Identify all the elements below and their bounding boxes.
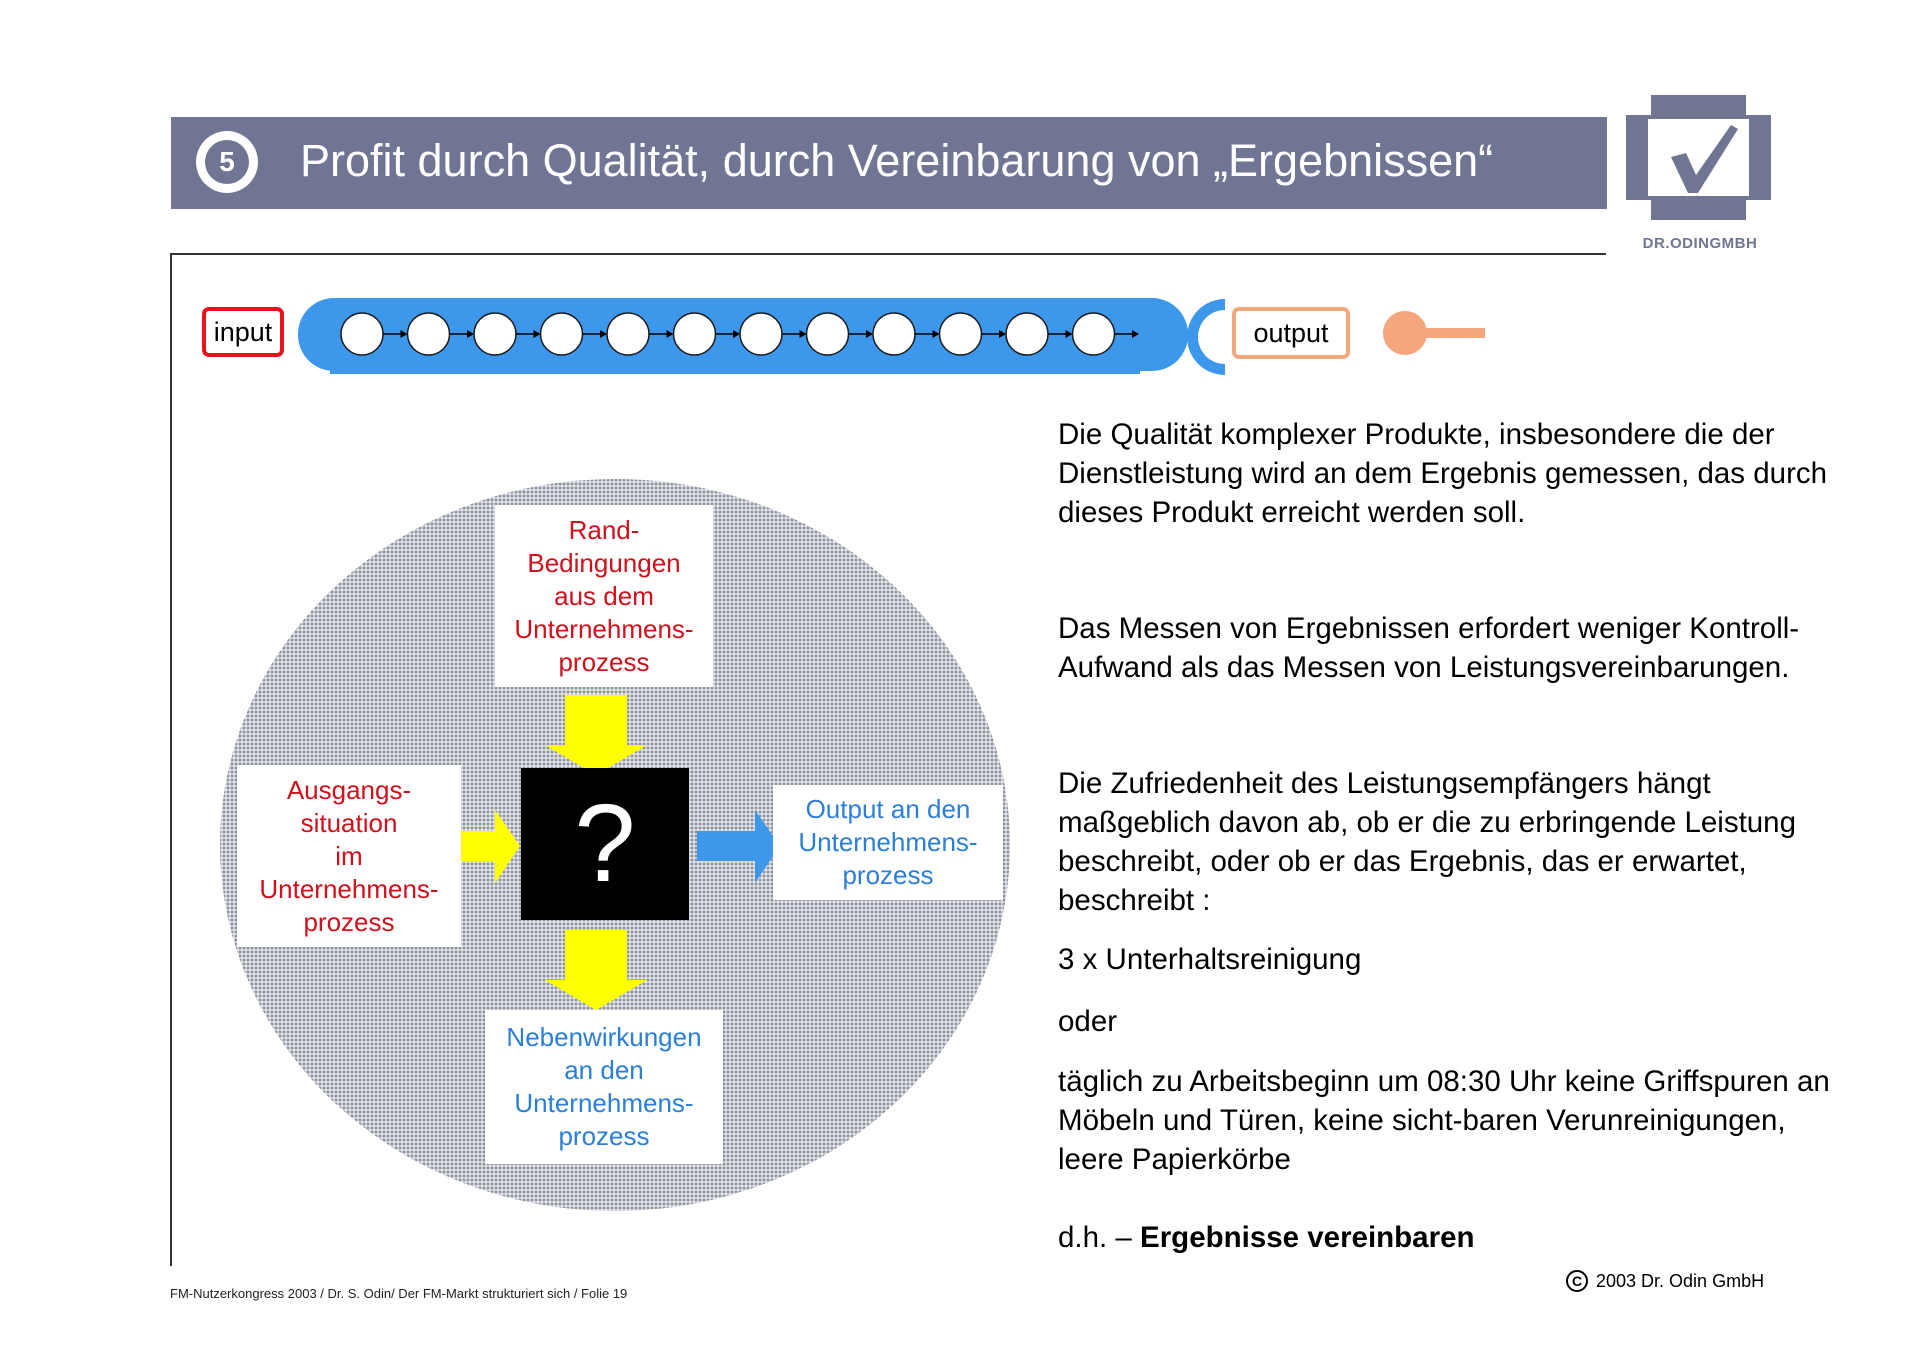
boundary-conditions-label: Rand- Bedingungen aus dem Unternehmens- prozess xyxy=(495,505,713,687)
company-logo xyxy=(1626,95,1771,220)
process-step-circle xyxy=(740,313,782,355)
process-pipe xyxy=(290,292,1250,382)
process-step-circle xyxy=(607,313,649,355)
copyright-text: 2003 Dr. Odin GmbH xyxy=(1596,1270,1765,1291)
output-box: output xyxy=(1232,307,1350,359)
conclusion xyxy=(1058,1218,1848,1257)
frame-left-line xyxy=(170,253,172,1266)
input-box: input xyxy=(202,307,284,357)
option-one: 3 x Unterhaltsreinigung xyxy=(1058,943,1362,976)
process-step-circle xyxy=(341,313,383,355)
slide-number-badge xyxy=(196,131,258,193)
process-step-circle xyxy=(807,313,849,355)
process-step-circle xyxy=(474,313,516,355)
footer-source: FM-Nutzerkongress 2003 / Dr. S. Odin/ Der FM-Markt strukturiert sich / Folie 19 xyxy=(170,1286,628,1301)
check-mark-icon xyxy=(1671,125,1738,193)
process-step-circle xyxy=(674,313,716,355)
process-step-circle xyxy=(1006,313,1048,355)
process-step-circle xyxy=(1073,313,1115,355)
slide-number: 5 xyxy=(205,140,249,184)
initial-situation-label: Ausgangs- situation im Unternehmens- prozess xyxy=(237,765,461,947)
pipe-connector xyxy=(1187,299,1225,375)
pipe-shadow xyxy=(330,368,1140,374)
logo-frame xyxy=(1626,95,1771,220)
process-step-circle xyxy=(940,313,982,355)
paragraph-quality: Die Qualität komplexer Produkte, insbesondere die der Dienstleistung wird an dem Ergebnis gemessen, das durch dieses Produkt erreicht werden soll. xyxy=(1058,418,1828,529)
process-step-circle xyxy=(541,313,583,355)
process-step-circle xyxy=(408,313,450,355)
process-step-circle xyxy=(873,313,915,355)
paragraph-satisfaction: Die Zufriedenheit des Leistungsempfängers hängt maßgeblich davon ab, ob er die zu erbringende Leistung beschreibt, oder ob er das Ergebnis, das er erwartet, beschreibt : xyxy=(1058,767,1796,917)
paragraph-measurement: Das Messen von Ergebnissen erfordert weniger Kontroll-Aufwand als das Messen von Leistungsvereinbarungen. xyxy=(1058,612,1800,684)
slide-title: Profit durch Qualität, durch Vereinbarung von „Ergebnissen“ xyxy=(300,135,1494,186)
logo-company-name: DR.ODINGMBH xyxy=(1642,235,1758,252)
receiver-stick xyxy=(1415,328,1485,338)
output-label: Output an den Unternehmens- prozess xyxy=(773,785,1003,900)
conclusion-prefix: d.h. – xyxy=(1058,1221,1141,1254)
conclusion-bold: Ergebnisse vereinbaren xyxy=(1140,1221,1475,1254)
copyright-icon: C xyxy=(1566,1270,1588,1292)
frame-top-line xyxy=(170,253,1606,255)
question-mark-icon: ? xyxy=(521,768,689,920)
side-effects-label: Nebenwirkungen an den Unternehmens- prozess xyxy=(485,1010,723,1164)
option-two: täglich zu Arbeitsbeginn um 08:30 Uhr keine Griffspuren an Möbeln und Türen, keine sicht-baren Verunreinigungen, leere Papierkörbe xyxy=(1058,1065,1830,1176)
option-or: oder xyxy=(1058,1005,1118,1038)
output-receiver xyxy=(1375,308,1485,358)
copyright-notice xyxy=(1566,1270,1764,1292)
